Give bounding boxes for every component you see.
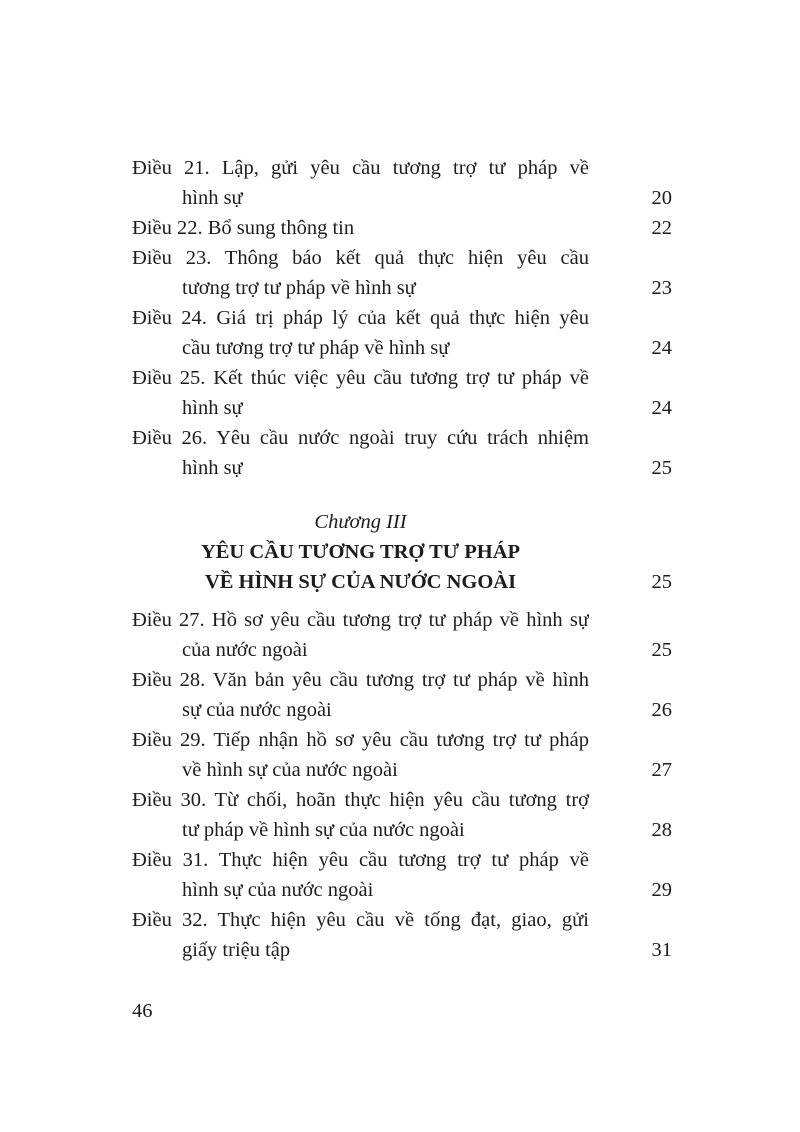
toc-entry-title-continuation: tư pháp về hình sự của nước ngoài [182, 819, 465, 841]
toc-entry-page-number: 25 [651, 457, 672, 479]
page-number-folio: 46 [132, 1000, 153, 1022]
toc-entry-line [132, 695, 672, 725]
toc-entry-page-number: 20 [651, 187, 672, 209]
toc-entry-title-continuation: về hình sự của nước ngoài [182, 759, 398, 781]
toc-entry-title-continuation: sự của nước ngoài [182, 699, 332, 721]
chapter-heading [132, 507, 672, 597]
chapter-label: Chương III [314, 511, 407, 533]
toc-entry-title-continuation: hình sự [182, 187, 243, 209]
toc-entry-dieu-31 [132, 845, 672, 905]
table-of-contents [132, 153, 672, 965]
toc-entry-page-number: 24 [651, 337, 672, 359]
toc-entry-line [132, 213, 672, 243]
toc-entry-title-continuation: tương trợ tư pháp về hình sự [182, 277, 416, 299]
toc-entry-title: Điều 21. Lập, gửi yêu cầu tương trợ tư pháp về [132, 157, 589, 179]
chapter-title-row [132, 567, 672, 597]
chapter-page-number: 25 [651, 571, 672, 593]
toc-entry-dieu-32 [132, 905, 672, 965]
toc-entry-dieu-28 [132, 665, 672, 725]
toc-entry-title-continuation: giấy triệu tập [182, 939, 291, 961]
toc-entry-title: Điều 30. Từ chối, hoãn thực hiện yêu cầu tương trợ [132, 789, 589, 811]
toc-entry-page-number: 25 [651, 639, 672, 661]
toc-entry-line [132, 635, 672, 665]
toc-entry-dieu-26 [132, 423, 672, 483]
toc-entry-title: Điều 27. Hồ sơ yêu cầu tương trợ tư pháp về hình sự [132, 609, 589, 631]
toc-entry-page-number: 29 [651, 879, 672, 901]
toc-entry-page-number: 28 [651, 819, 672, 841]
chapter-title-line2: VỀ HÌNH SỰ CỦA NƯỚC NGOÀI [204, 571, 517, 593]
toc-entry-dieu-25 [132, 363, 672, 423]
toc-entry-dieu-29 [132, 725, 672, 785]
toc-entry-page-number: 31 [651, 939, 672, 961]
toc-entry-dieu-23 [132, 243, 672, 303]
toc-entry-title: Điều 25. Kết thúc việc yêu cầu tương trợ tư pháp về [132, 367, 589, 389]
toc-entry-dieu-22 [132, 213, 672, 243]
chapter-title-line1: YÊU CẦU TƯƠNG TRỢ TƯ PHÁP [200, 541, 521, 563]
toc-entry-title-continuation: hình sự của nước ngoài [182, 879, 374, 901]
toc-entry-dieu-30 [132, 785, 672, 845]
toc-entry-title: Điều 29. Tiếp nhận hồ sơ yêu cầu tương trợ tư pháp [132, 729, 589, 751]
toc-entry-page-number: 23 [651, 277, 672, 299]
toc-entry-title: Điều 32. Thực hiện yêu cầu về tống đạt, giao, gửi [132, 909, 589, 931]
toc-entry-dieu-24 [132, 303, 672, 363]
toc-entry-title: Điều 31. Thực hiện yêu cầu tương trợ tư pháp về [132, 849, 589, 871]
toc-entry-title: Điều 24. Giá trị pháp lý của kết quả thực hiện yêu [132, 307, 589, 329]
toc-entry-title-continuation: hình sự [182, 457, 243, 479]
toc-entry-line [132, 183, 672, 213]
toc-entry-title-continuation: cầu tương trợ tư pháp về hình sự [182, 337, 450, 359]
toc-entry-title-continuation: của nước ngoài [182, 639, 308, 661]
toc-entry-line [132, 333, 672, 363]
toc-entry-line [132, 453, 672, 483]
toc-entry-title: Điều 28. Văn bản yêu cầu tương trợ tư pháp về hình [132, 669, 589, 691]
toc-entry-page-number: 27 [651, 759, 672, 781]
toc-entry-line [132, 755, 672, 785]
toc-entry-title-continuation: hình sự [182, 397, 243, 419]
toc-entry-line [132, 273, 672, 303]
toc-entry-line [132, 393, 672, 423]
toc-entry-title: Điều 26. Yêu cầu nước ngoài truy cứu trách nhiệm [132, 427, 589, 449]
toc-entry-page-number: 24 [651, 397, 672, 419]
toc-entry-title: Điều 22. Bổ sung thông tin [132, 217, 355, 239]
toc-entry-line [132, 815, 672, 845]
toc-entry-title: Điều 23. Thông báo kết quả thực hiện yêu cầu [132, 247, 589, 269]
toc-entry-line [132, 875, 672, 905]
toc-entry-dieu-27 [132, 605, 672, 665]
toc-entry-dieu-21 [132, 153, 672, 213]
toc-entry-page-number: 22 [651, 217, 672, 239]
toc-entry-page-number: 26 [651, 699, 672, 721]
toc-entry-line [132, 935, 672, 965]
